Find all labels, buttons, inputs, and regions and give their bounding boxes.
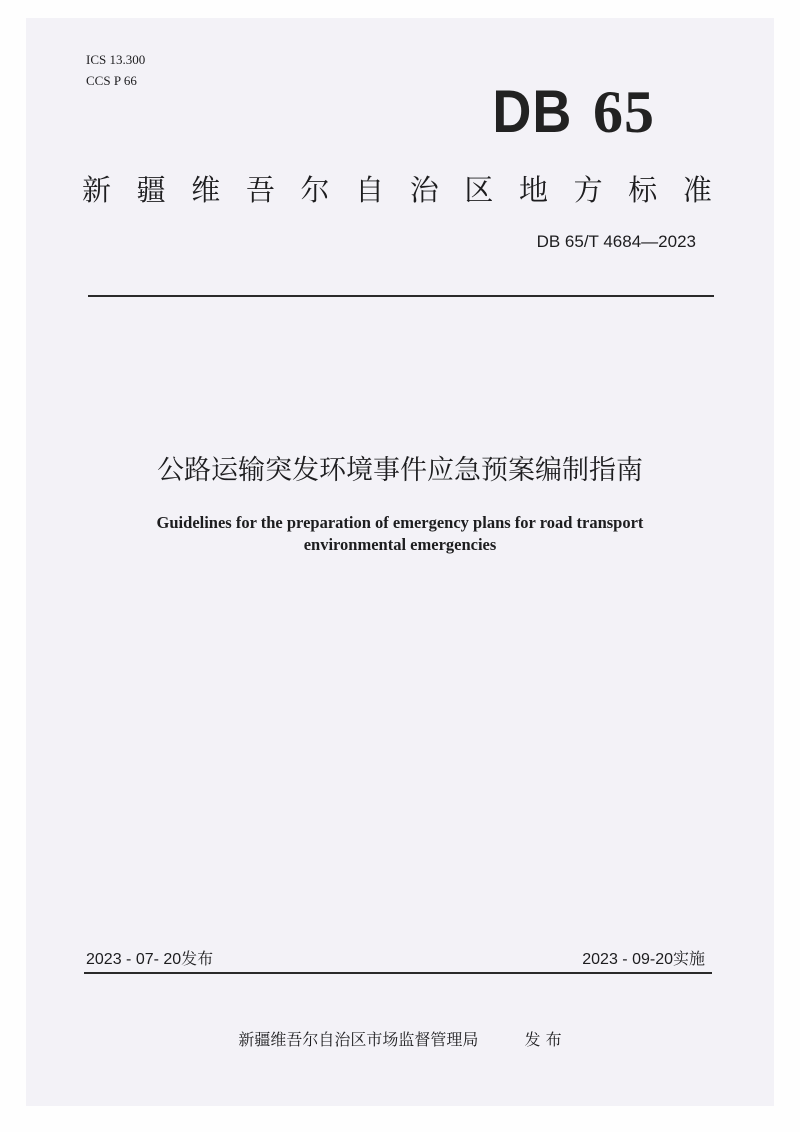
heading-char: 准 <box>682 173 712 207</box>
heading-char: 地 <box>519 173 549 207</box>
ccs-code: CCS P 66 <box>86 73 137 88</box>
ics-code: ICS 13.300 <box>86 52 146 67</box>
heading-char: 自 <box>355 173 385 207</box>
footer-divider <box>84 972 712 974</box>
heading-char: 吾 <box>245 173 275 207</box>
standard-type-heading <box>82 168 712 209</box>
heading-char: 疆 <box>136 173 166 207</box>
publisher-name: 新疆维吾尔自治区市场监督管理局 <box>238 1030 479 1049</box>
heading-char: 标 <box>628 173 658 207</box>
heading-char: 尔 <box>300 173 330 207</box>
publisher <box>0 1027 800 1050</box>
title-en-line: environmental emergencies <box>303 535 497 554</box>
heading-char: 新 <box>82 173 112 207</box>
issue-date: 2023 - 07- 20发布 <box>86 951 214 968</box>
title-en <box>0 512 800 556</box>
implement-date: 2023 - 09-20实施 <box>582 951 705 968</box>
header-divider <box>88 295 714 297</box>
db65-logo: DB 65 <box>492 78 655 145</box>
heading-char: 治 <box>409 173 439 207</box>
title-zh: 公路运输突发环境事件应急预案编制指南 <box>157 455 643 486</box>
heading-char: 区 <box>464 173 494 207</box>
heading-char: 维 <box>191 173 221 207</box>
standard-number: DB 65/T 4684—2023 <box>536 232 696 251</box>
title-en-line: Guidelines for the preparation of emergency plans for road transport <box>156 513 644 532</box>
publish-label: 发 布 <box>524 1030 562 1049</box>
heading-char: 方 <box>573 173 603 207</box>
